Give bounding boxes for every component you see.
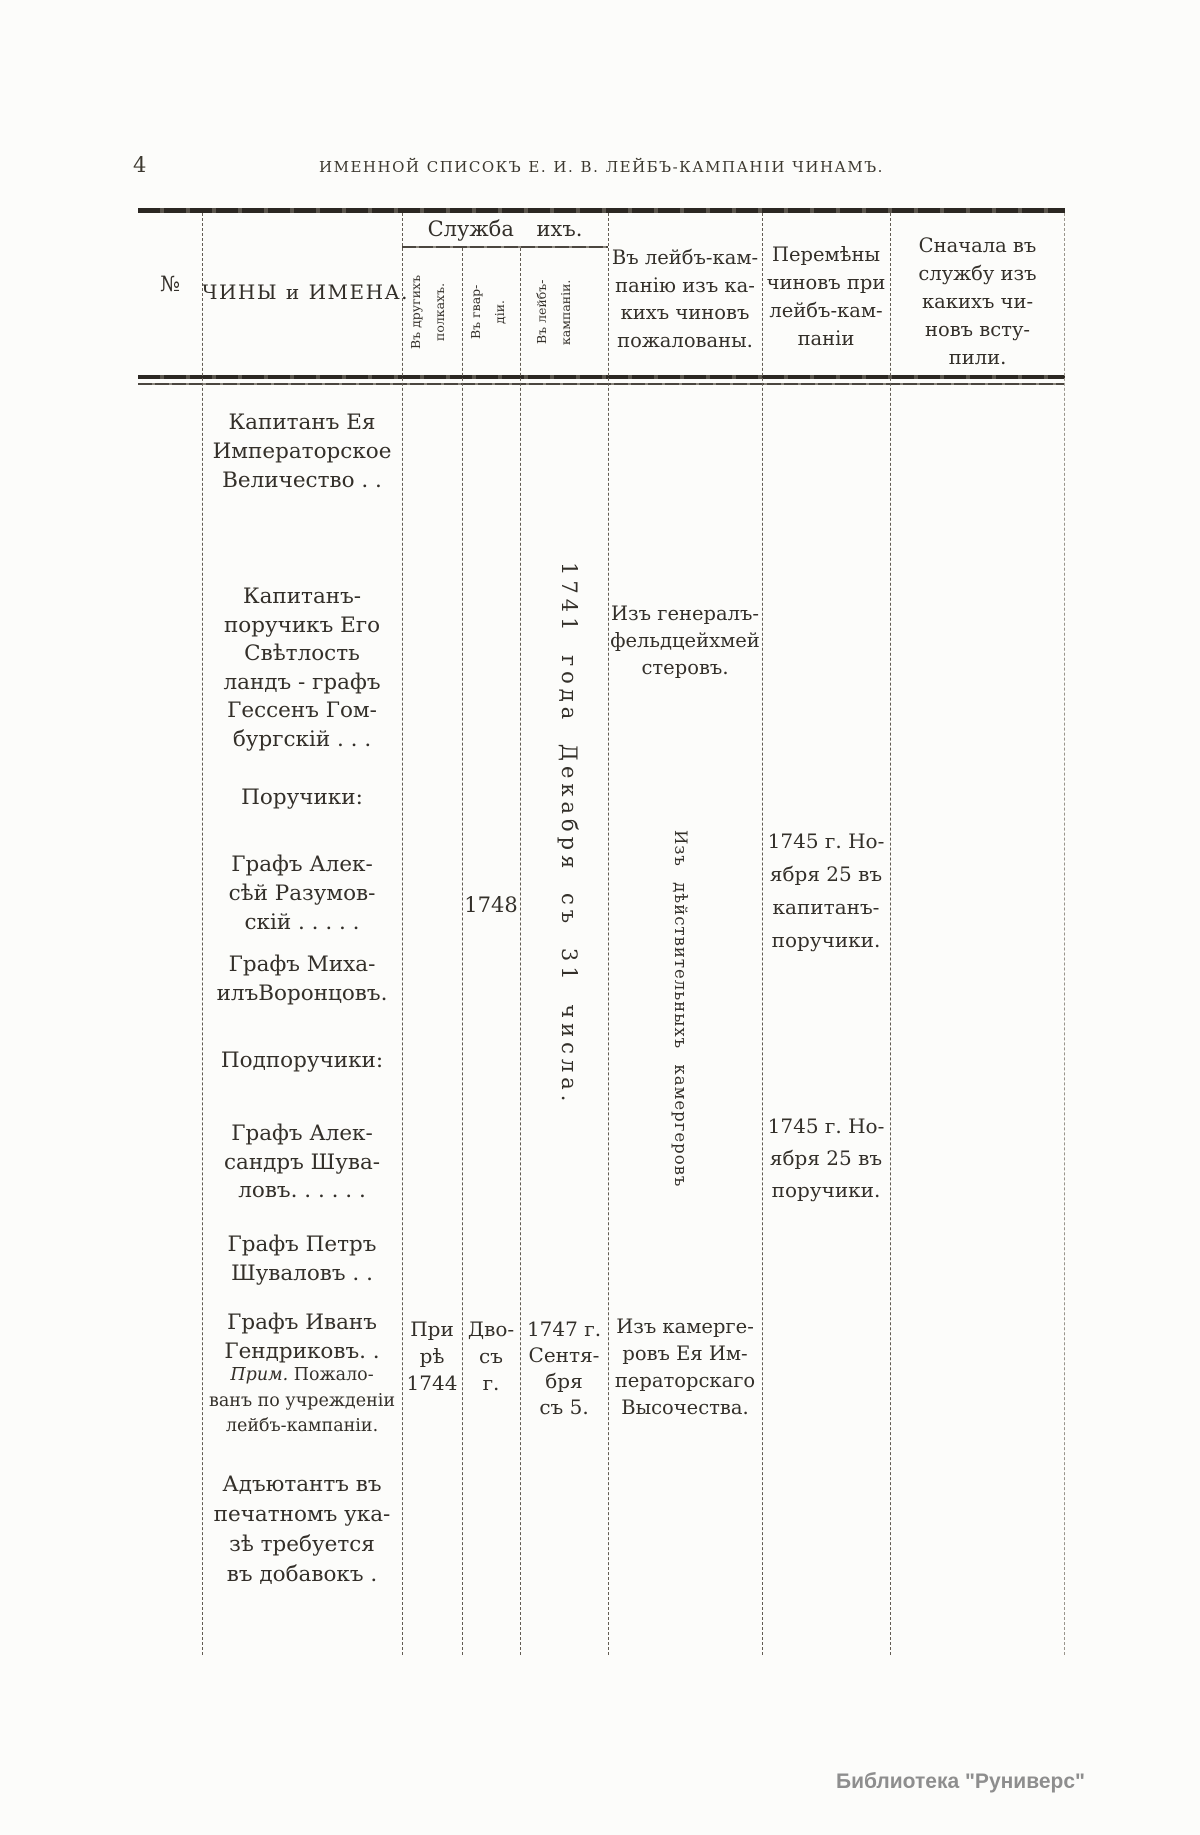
value-gendrikov-court-part1: При рѣ 1744 (406, 1317, 458, 1395)
table-top-rule (138, 208, 1065, 213)
sluzhba-underline (402, 246, 608, 248)
value-1745-captain-lieutenants: 1745 г. Но- ября 25 въ капитанъ- поручики. (767, 829, 885, 952)
value-1745-lieutenants: 1745 г. Но- ября 25 въ поручики. (767, 1114, 885, 1202)
row-gendrikov-note: Прим. Пожало- ванъ по учрежденіи лейбъ-кампаніи. (209, 1365, 395, 1436)
running-head: ИМЕННОЙ СПИСОКЪ Е. И. В. ЛЕЙБЪ-КАМПАНІИ ЧИНАМЪ. (319, 158, 884, 176)
header-entered-service: Сначала въ службу изъ какихъ чи- новъ всту- пили. (918, 234, 1037, 369)
header-num: № (160, 272, 180, 296)
col-rule-right (1064, 213, 1065, 1655)
header-promoted-from: Въ лейбъ-кам- панію изъ ка- кихъ чиновъ пожалованы. (611, 246, 759, 352)
value-guard-1748: 1748 (464, 893, 518, 917)
row-razumovsky: Графъ Алек- сѣй Разумов- скій . . . . . (228, 852, 376, 935)
library-watermark: Библиотека "Руниверс" (835, 1770, 1085, 1793)
header-guard-line2: діи. (492, 300, 507, 324)
row-captain-empress: Капитанъ Ея Императорское Величество . . (212, 410, 392, 493)
value-leib-since-1741: 1741 года Декабря съ 31 числа. (557, 561, 581, 1107)
header-rank-changes: Перемѣны чиновъ при лейбъ-кам- паніи (766, 243, 886, 350)
row-vorontsov: Графъ Миха- илъВоронцовъ. (216, 952, 388, 1006)
header-leib-line2: кампаніи. (558, 279, 573, 345)
value-from-chamberlains-highness: Изъ камерге- ровъ Ея Им- ператорскаго Высочества. (614, 1315, 756, 1419)
value-gendrikov-court-part2: Дво- съ г. (467, 1317, 515, 1395)
header-other-regiments-line1: Въ другихъ (408, 274, 423, 350)
row-captain-lieutenant-hessen: Капитанъ- поручикъ Его Свѣтлость ландъ - графъ Гессенъ Гом- бургскій . . . (223, 584, 381, 752)
header-service-group: Служба ихъ. (427, 217, 583, 241)
value-gendrikov-1747: 1747 г. Сентя- бря съ 5. (526, 1317, 602, 1419)
row-alexander-shuvalov: Графъ Алек- сандръ Шува- ловъ. . . . . . (223, 1121, 381, 1203)
col-rule-leib (608, 213, 609, 1655)
header-separator-thick (138, 375, 1065, 379)
header-separator-thin (138, 383, 1065, 385)
value-from-feldzeugmeister: Изъ генералъ- фельдцейхмей стеровъ. (610, 602, 760, 679)
row-pyotr-shuvalov: Графъ Петръ Шуваловъ . . (227, 1232, 377, 1286)
subheader-podporuchiki: Подпоручики: (220, 1048, 384, 1073)
page-number: 4 (133, 153, 147, 177)
header-leib-line1: Въ лейбъ- (534, 279, 549, 345)
header-other-regiments-line2: полкахъ. (432, 282, 447, 342)
col-rule-guard-left (462, 248, 463, 1655)
col-rule-guard-right (520, 248, 521, 1655)
subheader-poruchiki: Поручики: (241, 785, 363, 810)
row-adjutant-note: Адъютантъ въ печатномъ ука- зѣ требуется въ добавокъ . (213, 1472, 391, 1587)
header-names: ЧИНЫ и ИМЕНА. (202, 280, 410, 304)
value-from-chamberlains-vertical: Изъ дѣйствительныхъ камергеровъ (671, 830, 690, 1188)
row-gendrikov: Графъ Иванъ Гендриковъ. . (224, 1310, 380, 1364)
header-guard-line1: Въ гвар- (468, 284, 483, 340)
col-rule-col6 (890, 213, 891, 1655)
col-rule-names (402, 213, 403, 1655)
